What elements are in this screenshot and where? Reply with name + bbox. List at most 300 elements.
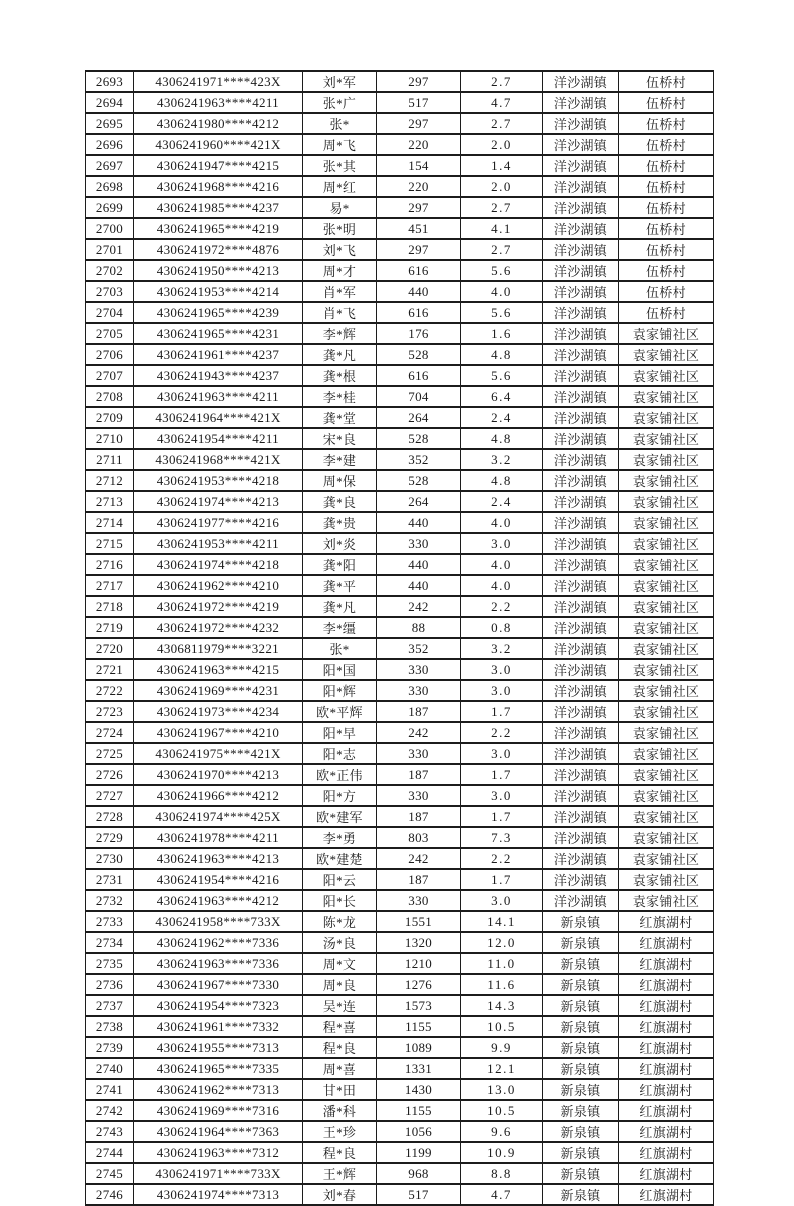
cell-amount: 1155 (377, 1100, 461, 1121)
cell-id-number: 4306811979****3221 (134, 638, 303, 659)
cell-id-number: 4306241971****733X (134, 1163, 303, 1184)
cell-name: 周*红 (303, 176, 377, 197)
cell-name: 李*建 (303, 449, 377, 470)
cell-village: 袁家铺社区 (619, 764, 714, 785)
cell-rate: 2.7 (461, 239, 543, 260)
table-row (86, 701, 714, 722)
table-row (86, 113, 714, 134)
cell-village: 红旗湖村 (619, 1037, 714, 1058)
cell-amount: 352 (377, 638, 461, 659)
cell-town: 新泉镇 (543, 1037, 619, 1058)
table-row (86, 428, 714, 449)
table-row (86, 764, 714, 785)
cell-index: 2730 (86, 848, 134, 869)
cell-index: 2746 (86, 1184, 134, 1205)
records-table (85, 70, 714, 1206)
cell-index: 2733 (86, 911, 134, 932)
cell-id-number: 4306241971****423X (134, 71, 303, 92)
cell-id-number: 4306241963****4212 (134, 890, 303, 911)
cell-town: 洋沙湖镇 (543, 701, 619, 722)
cell-village: 袁家铺社区 (619, 638, 714, 659)
cell-name: 李*桂 (303, 386, 377, 407)
cell-id-number: 4306241962****7313 (134, 1079, 303, 1100)
cell-name: 肖*飞 (303, 302, 377, 323)
cell-village: 伍桥村 (619, 302, 714, 323)
cell-name: 周*才 (303, 260, 377, 281)
cell-amount: 154 (377, 155, 461, 176)
cell-id-number: 4306241954****7323 (134, 995, 303, 1016)
cell-rate: 12.1 (461, 1058, 543, 1079)
cell-town: 洋沙湖镇 (543, 617, 619, 638)
cell-id-number: 4306241972****4876 (134, 239, 303, 260)
cell-village: 袁家铺社区 (619, 890, 714, 911)
cell-rate: 4.7 (461, 92, 543, 113)
cell-rate: 3.2 (461, 449, 543, 470)
cell-rate: 13.0 (461, 1079, 543, 1100)
cell-rate: 2.7 (461, 71, 543, 92)
cell-index: 2710 (86, 428, 134, 449)
cell-rate: 2.2 (461, 722, 543, 743)
cell-id-number: 4306241985****4237 (134, 197, 303, 218)
cell-amount: 440 (377, 281, 461, 302)
cell-amount: 220 (377, 134, 461, 155)
cell-amount: 528 (377, 428, 461, 449)
cell-town: 洋沙湖镇 (543, 365, 619, 386)
cell-id-number: 4306241978****4211 (134, 827, 303, 848)
cell-index: 2734 (86, 932, 134, 953)
cell-town: 洋沙湖镇 (543, 302, 619, 323)
cell-index: 2723 (86, 701, 134, 722)
cell-index: 2715 (86, 533, 134, 554)
table-row (86, 1142, 714, 1163)
cell-village: 袁家铺社区 (619, 512, 714, 533)
table-row (86, 281, 714, 302)
cell-village: 袁家铺社区 (619, 491, 714, 512)
cell-village: 袁家铺社区 (619, 827, 714, 848)
cell-index: 2725 (86, 743, 134, 764)
cell-id-number: 4306241955****7313 (134, 1037, 303, 1058)
cell-name: 阳*辉 (303, 680, 377, 701)
cell-name: 阳*早 (303, 722, 377, 743)
cell-index: 2721 (86, 659, 134, 680)
cell-town: 洋沙湖镇 (543, 890, 619, 911)
cell-id-number: 4306241953****4214 (134, 281, 303, 302)
cell-village: 红旗湖村 (619, 1100, 714, 1121)
cell-index: 2707 (86, 365, 134, 386)
cell-rate: 2.0 (461, 176, 543, 197)
cell-village: 红旗湖村 (619, 1163, 714, 1184)
cell-rate: 2.7 (461, 197, 543, 218)
cell-village: 伍桥村 (619, 176, 714, 197)
cell-name: 阳*方 (303, 785, 377, 806)
cell-village: 伍桥村 (619, 134, 714, 155)
cell-name: 陈*龙 (303, 911, 377, 932)
cell-name: 李*缰 (303, 617, 377, 638)
cell-town: 洋沙湖镇 (543, 155, 619, 176)
cell-id-number: 4306241963****7312 (134, 1142, 303, 1163)
cell-rate: 4.8 (461, 470, 543, 491)
cell-rate: 10.9 (461, 1142, 543, 1163)
cell-rate: 4.8 (461, 428, 543, 449)
cell-id-number: 4306241947****4215 (134, 155, 303, 176)
cell-village: 袁家铺社区 (619, 617, 714, 638)
cell-index: 2744 (86, 1142, 134, 1163)
cell-rate: 6.4 (461, 386, 543, 407)
table-row (86, 1079, 714, 1100)
cell-town: 洋沙湖镇 (543, 407, 619, 428)
cell-name: 汤*良 (303, 932, 377, 953)
cell-town: 洋沙湖镇 (543, 176, 619, 197)
cell-index: 2724 (86, 722, 134, 743)
cell-rate: 4.8 (461, 344, 543, 365)
cell-rate: 2.7 (461, 113, 543, 134)
cell-rate: 3.0 (461, 659, 543, 680)
cell-rate: 10.5 (461, 1100, 543, 1121)
cell-amount: 616 (377, 260, 461, 281)
cell-name: 周*飞 (303, 134, 377, 155)
cell-index: 2714 (86, 512, 134, 533)
cell-amount: 616 (377, 302, 461, 323)
cell-name: 刘*军 (303, 71, 377, 92)
cell-name: 龚*凡 (303, 596, 377, 617)
cell-name: 龚*阳 (303, 554, 377, 575)
cell-rate: 3.0 (461, 680, 543, 701)
cell-town: 新泉镇 (543, 953, 619, 974)
cell-village: 伍桥村 (619, 71, 714, 92)
cell-id-number: 4306241961****7332 (134, 1016, 303, 1037)
cell-amount: 517 (377, 92, 461, 113)
table-row (86, 575, 714, 596)
cell-village: 伍桥村 (619, 218, 714, 239)
cell-rate: 4.1 (461, 218, 543, 239)
cell-village: 袁家铺社区 (619, 470, 714, 491)
cell-name: 周*喜 (303, 1058, 377, 1079)
cell-village: 袁家铺社区 (619, 806, 714, 827)
cell-amount: 1276 (377, 974, 461, 995)
cell-amount: 242 (377, 722, 461, 743)
table-row (86, 659, 714, 680)
cell-town: 洋沙湖镇 (543, 827, 619, 848)
table-row (86, 386, 714, 407)
cell-name: 王*珍 (303, 1121, 377, 1142)
table-row (86, 1184, 714, 1205)
cell-rate: 3.0 (461, 743, 543, 764)
table-row (86, 722, 714, 743)
cell-town: 洋沙湖镇 (543, 764, 619, 785)
cell-index: 2705 (86, 323, 134, 344)
table-row (86, 533, 714, 554)
table-row (86, 512, 714, 533)
cell-amount: 1320 (377, 932, 461, 953)
table-row (86, 1016, 714, 1037)
cell-town: 新泉镇 (543, 1058, 619, 1079)
cell-name: 程*良 (303, 1037, 377, 1058)
cell-index: 2718 (86, 596, 134, 617)
cell-amount: 187 (377, 869, 461, 890)
table-row (86, 1037, 714, 1058)
cell-amount: 242 (377, 848, 461, 869)
cell-name: 张* (303, 113, 377, 134)
cell-name: 程*喜 (303, 1016, 377, 1037)
cell-amount: 451 (377, 218, 461, 239)
cell-index: 2709 (86, 407, 134, 428)
cell-town: 新泉镇 (543, 1016, 619, 1037)
cell-village: 袁家铺社区 (619, 659, 714, 680)
cell-amount: 264 (377, 491, 461, 512)
cell-index: 2706 (86, 344, 134, 365)
table-row (86, 344, 714, 365)
cell-town: 新泉镇 (543, 932, 619, 953)
cell-index: 2720 (86, 638, 134, 659)
cell-index: 2736 (86, 974, 134, 995)
cell-rate: 2.0 (461, 134, 543, 155)
cell-town: 新泉镇 (543, 995, 619, 1016)
cell-name: 周*文 (303, 953, 377, 974)
cell-village: 袁家铺社区 (619, 680, 714, 701)
cell-rate: 5.6 (461, 260, 543, 281)
cell-town: 洋沙湖镇 (543, 386, 619, 407)
cell-amount: 517 (377, 1184, 461, 1205)
cell-rate: 9.6 (461, 1121, 543, 1142)
cell-name: 周*良 (303, 974, 377, 995)
cell-amount: 264 (377, 407, 461, 428)
cell-id-number: 4306241963****4213 (134, 848, 303, 869)
table-row (86, 932, 714, 953)
cell-town: 新泉镇 (543, 911, 619, 932)
table-row (86, 1100, 714, 1121)
cell-amount: 1331 (377, 1058, 461, 1079)
cell-village: 红旗湖村 (619, 953, 714, 974)
table-row (86, 323, 714, 344)
cell-index: 2698 (86, 176, 134, 197)
cell-amount: 297 (377, 71, 461, 92)
cell-index: 2741 (86, 1079, 134, 1100)
table-row (86, 134, 714, 155)
cell-id-number: 4306241963****4215 (134, 659, 303, 680)
cell-index: 2735 (86, 953, 134, 974)
cell-name: 刘*飞 (303, 239, 377, 260)
cell-id-number: 4306241966****4212 (134, 785, 303, 806)
cell-amount: 330 (377, 785, 461, 806)
table-row (86, 407, 714, 428)
cell-town: 新泉镇 (543, 1184, 619, 1205)
cell-village: 伍桥村 (619, 197, 714, 218)
cell-index: 2737 (86, 995, 134, 1016)
cell-index: 2700 (86, 218, 134, 239)
cell-amount: 440 (377, 554, 461, 575)
cell-name: 欧*平辉 (303, 701, 377, 722)
cell-village: 袁家铺社区 (619, 533, 714, 554)
cell-village: 伍桥村 (619, 281, 714, 302)
cell-index: 2694 (86, 92, 134, 113)
table-row (86, 638, 714, 659)
cell-rate: 11.0 (461, 953, 543, 974)
table-row (86, 554, 714, 575)
cell-rate: 1.7 (461, 806, 543, 827)
cell-rate: 3.0 (461, 533, 543, 554)
cell-id-number: 4306241963****7336 (134, 953, 303, 974)
cell-rate: 1.7 (461, 701, 543, 722)
cell-name: 龚*堂 (303, 407, 377, 428)
cell-index: 2727 (86, 785, 134, 806)
cell-town: 洋沙湖镇 (543, 218, 619, 239)
cell-index: 2702 (86, 260, 134, 281)
cell-id-number: 4306241970****4213 (134, 764, 303, 785)
cell-id-number: 4306241953****4211 (134, 533, 303, 554)
cell-rate: 4.0 (461, 281, 543, 302)
cell-rate: 1.7 (461, 869, 543, 890)
cell-rate: 3.0 (461, 890, 543, 911)
cell-id-number: 4306241974****425X (134, 806, 303, 827)
cell-town: 洋沙湖镇 (543, 743, 619, 764)
cell-amount: 1199 (377, 1142, 461, 1163)
cell-name: 阳*长 (303, 890, 377, 911)
cell-town: 洋沙湖镇 (543, 785, 619, 806)
cell-village: 红旗湖村 (619, 974, 714, 995)
cell-amount: 1551 (377, 911, 461, 932)
cell-town: 洋沙湖镇 (543, 806, 619, 827)
cell-id-number: 4306241965****7335 (134, 1058, 303, 1079)
cell-village: 袁家铺社区 (619, 344, 714, 365)
cell-amount: 330 (377, 680, 461, 701)
cell-town: 洋沙湖镇 (543, 470, 619, 491)
cell-id-number: 4306241963****4211 (134, 386, 303, 407)
table-row (86, 365, 714, 386)
cell-amount: 187 (377, 701, 461, 722)
cell-id-number: 4306241974****7313 (134, 1184, 303, 1205)
table-row (86, 785, 714, 806)
table-row (86, 197, 714, 218)
cell-rate: 8.8 (461, 1163, 543, 1184)
cell-rate: 4.7 (461, 1184, 543, 1205)
table-row (86, 995, 714, 1016)
cell-town: 洋沙湖镇 (543, 848, 619, 869)
cell-town: 洋沙湖镇 (543, 134, 619, 155)
cell-index: 2696 (86, 134, 134, 155)
cell-rate: 14.3 (461, 995, 543, 1016)
cell-town: 洋沙湖镇 (543, 281, 619, 302)
cell-rate: 4.0 (461, 554, 543, 575)
cell-town: 新泉镇 (543, 1079, 619, 1100)
cell-name: 龚*平 (303, 575, 377, 596)
cell-village: 伍桥村 (619, 92, 714, 113)
cell-rate: 9.9 (461, 1037, 543, 1058)
cell-town: 洋沙湖镇 (543, 197, 619, 218)
table-row (86, 176, 714, 197)
cell-village: 袁家铺社区 (619, 596, 714, 617)
cell-amount: 528 (377, 344, 461, 365)
cell-index: 2713 (86, 491, 134, 512)
cell-town: 新泉镇 (543, 1163, 619, 1184)
table-row (86, 827, 714, 848)
cell-index: 2711 (86, 449, 134, 470)
cell-index: 2704 (86, 302, 134, 323)
cell-index: 2726 (86, 764, 134, 785)
cell-town: 新泉镇 (543, 1121, 619, 1142)
cell-amount: 1056 (377, 1121, 461, 1142)
table-row (86, 1121, 714, 1142)
table-row (86, 848, 714, 869)
cell-name: 张* (303, 638, 377, 659)
cell-town: 洋沙湖镇 (543, 344, 619, 365)
cell-rate: 5.6 (461, 365, 543, 386)
cell-id-number: 4306241980****4212 (134, 113, 303, 134)
cell-town: 洋沙湖镇 (543, 239, 619, 260)
cell-id-number: 4306241954****4216 (134, 869, 303, 890)
cell-town: 洋沙湖镇 (543, 491, 619, 512)
cell-id-number: 4306241961****4237 (134, 344, 303, 365)
cell-amount: 176 (377, 323, 461, 344)
table-row (86, 1058, 714, 1079)
table-row (86, 239, 714, 260)
cell-town: 洋沙湖镇 (543, 71, 619, 92)
cell-amount: 1089 (377, 1037, 461, 1058)
table-row (86, 596, 714, 617)
cell-name: 龚*贵 (303, 512, 377, 533)
cell-amount: 187 (377, 806, 461, 827)
cell-index: 2728 (86, 806, 134, 827)
cell-amount: 352 (377, 449, 461, 470)
cell-index: 2742 (86, 1100, 134, 1121)
cell-id-number: 4306241967****7330 (134, 974, 303, 995)
cell-rate: 3.2 (461, 638, 543, 659)
cell-village: 袁家铺社区 (619, 323, 714, 344)
cell-index: 2729 (86, 827, 134, 848)
cell-rate: 4.0 (461, 512, 543, 533)
cell-name: 龚*根 (303, 365, 377, 386)
cell-village: 袁家铺社区 (619, 785, 714, 806)
cell-village: 袁家铺社区 (619, 701, 714, 722)
cell-village: 红旗湖村 (619, 911, 714, 932)
cell-id-number: 4306241965****4231 (134, 323, 303, 344)
cell-name: 欧*正伟 (303, 764, 377, 785)
cell-amount: 330 (377, 659, 461, 680)
cell-town: 新泉镇 (543, 974, 619, 995)
cell-town: 新泉镇 (543, 1142, 619, 1163)
cell-name: 周*保 (303, 470, 377, 491)
cell-amount: 88 (377, 617, 461, 638)
table-row (86, 953, 714, 974)
cell-id-number: 4306241964****421X (134, 407, 303, 428)
cell-town: 洋沙湖镇 (543, 722, 619, 743)
cell-id-number: 4306241974****4213 (134, 491, 303, 512)
cell-village: 伍桥村 (619, 239, 714, 260)
cell-index: 2745 (86, 1163, 134, 1184)
cell-name: 阳*国 (303, 659, 377, 680)
cell-town: 洋沙湖镇 (543, 869, 619, 890)
cell-rate: 1.7 (461, 764, 543, 785)
cell-village: 袁家铺社区 (619, 722, 714, 743)
cell-name: 刘*春 (303, 1184, 377, 1205)
cell-rate: 10.5 (461, 1016, 543, 1037)
cell-amount: 616 (377, 365, 461, 386)
table-row (86, 92, 714, 113)
cell-amount: 1430 (377, 1079, 461, 1100)
table-row (86, 743, 714, 764)
cell-name: 张*其 (303, 155, 377, 176)
cell-amount: 297 (377, 197, 461, 218)
table-row (86, 680, 714, 701)
cell-index: 2699 (86, 197, 134, 218)
cell-amount: 528 (377, 470, 461, 491)
cell-name: 李*辉 (303, 323, 377, 344)
cell-amount: 440 (377, 575, 461, 596)
cell-town: 洋沙湖镇 (543, 638, 619, 659)
cell-amount: 1155 (377, 1016, 461, 1037)
cell-town: 洋沙湖镇 (543, 575, 619, 596)
cell-village: 伍桥村 (619, 260, 714, 281)
cell-index: 2743 (86, 1121, 134, 1142)
